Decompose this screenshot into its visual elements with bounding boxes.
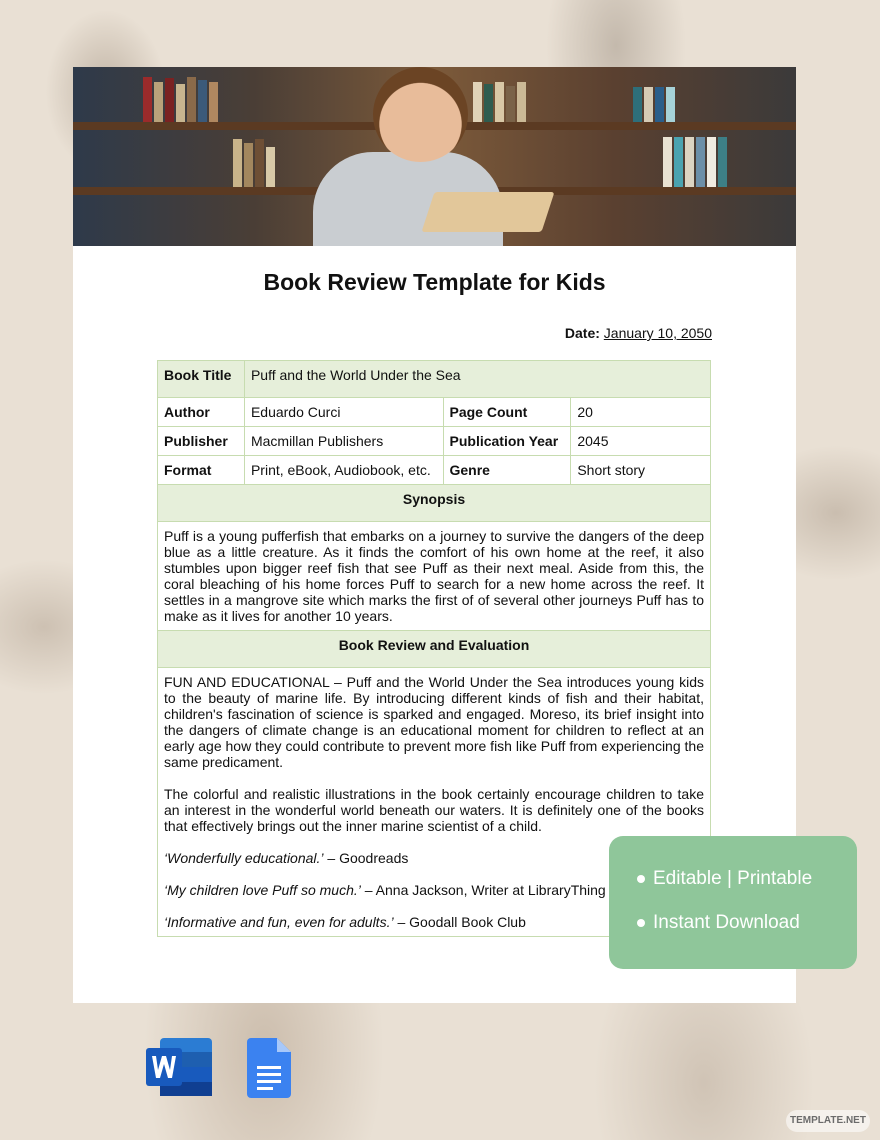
table-row — [158, 631, 711, 668]
open-book — [422, 192, 555, 232]
book-title-value: Puff and the World Under the Sea — [244, 361, 710, 398]
books-right — [633, 87, 677, 122]
feature-download — [637, 912, 800, 934]
books-left-lower — [233, 139, 277, 187]
table-row — [158, 427, 711, 456]
page-title: Book Review Template for Kids — [263, 269, 606, 295]
synopsis-text: Puff is a young pufferfish that embarks on a journey to survive the dangers of the deep blue as a little creature. As it finds the comfort of his own home at the reef, it also stumbles upon bigger reef fish that see Puff as their next meal. Aside from this, the coral bleaching of his home forces Puff to search for a new home across the reef. It settles in a mangrove site which marks the first of of several other journeys Puff has to make as it lives for another 10 years. — [164, 528, 704, 624]
features-badge — [609, 836, 857, 969]
synopsis-cell — [158, 522, 711, 631]
table-row — [158, 522, 711, 631]
boy-head — [373, 67, 468, 162]
books-right-lower — [663, 137, 729, 187]
quote-source: – Anna Jackson, Writer at LibraryThing — [360, 882, 606, 898]
table-row — [158, 456, 711, 485]
bullet-icon — [637, 919, 645, 927]
date-label: Date: — [564, 325, 600, 341]
format-label: Format — [158, 456, 245, 485]
quote-source: – Goodreads — [323, 850, 409, 866]
publisher-value: Macmillan Publishers — [244, 427, 443, 456]
page-count-label: Page Count — [443, 398, 571, 427]
table-row — [158, 361, 711, 398]
word-icon[interactable] — [146, 1038, 212, 1096]
author-value: Eduardo Curci — [244, 398, 443, 427]
books-center — [473, 82, 528, 122]
feature-editable-text: Editable | Printable — [653, 868, 813, 889]
publication-year-value: 2045 — [571, 427, 711, 456]
table-row — [158, 485, 711, 522]
quote-text: ‘Informative and fun, even for adults.’ — [164, 914, 394, 930]
feature-download-text: Instant Download — [653, 912, 800, 933]
hero-image-library — [73, 67, 796, 246]
book-title-label: Book Title — [158, 361, 245, 398]
genre-label: Genre — [443, 456, 571, 485]
author-label: Author — [158, 398, 245, 427]
synopsis-heading: Synopsis — [158, 485, 711, 522]
publisher-label: Publisher — [158, 427, 245, 456]
date-value: January 10, 2050 — [603, 325, 712, 341]
google-docs-icon[interactable] — [247, 1038, 291, 1098]
quote-text: ‘Wonderfully educational.’ — [164, 850, 324, 866]
page-count-value: 20 — [571, 398, 711, 427]
books-left — [143, 77, 220, 122]
publication-year-label: Publication Year — [443, 427, 571, 456]
quote-text: ‘My children love Puff so much.’ — [164, 882, 361, 898]
review-paragraph-2: The colorful and realistic illustrations in the book certainly encourage children to take an interest in the wonderful world beneath our waters. It is definitely one of the books that effectively brings out the inner marine scientist of a child. — [164, 786, 704, 834]
brand-watermark: TEMPLATE.NET — [786, 1110, 870, 1132]
quote-source: – Goodall Book Club — [393, 914, 526, 930]
feature-editable — [637, 868, 812, 890]
date-line — [565, 325, 712, 341]
review-paragraph-1: FUN AND EDUCATIONAL – Puff and the World Under the Sea introduces young kids to the beauty of marine life. By introducing different kinds of fish and their habitat, children's fascination of science is sparked and engaged. Moreso, its brief insight into the dangers of climate change is an educational moment for children to reflect at an early age how they could contribute to prevent more fish like Puff from experiencing the same predicament. — [164, 674, 704, 770]
review-heading: Book Review and Evaluation — [158, 631, 711, 668]
genre-value: Short story — [571, 456, 711, 485]
format-value: Print, eBook, Audiobook, etc. — [244, 456, 443, 485]
table-row — [158, 398, 711, 427]
bullet-icon — [637, 875, 645, 883]
